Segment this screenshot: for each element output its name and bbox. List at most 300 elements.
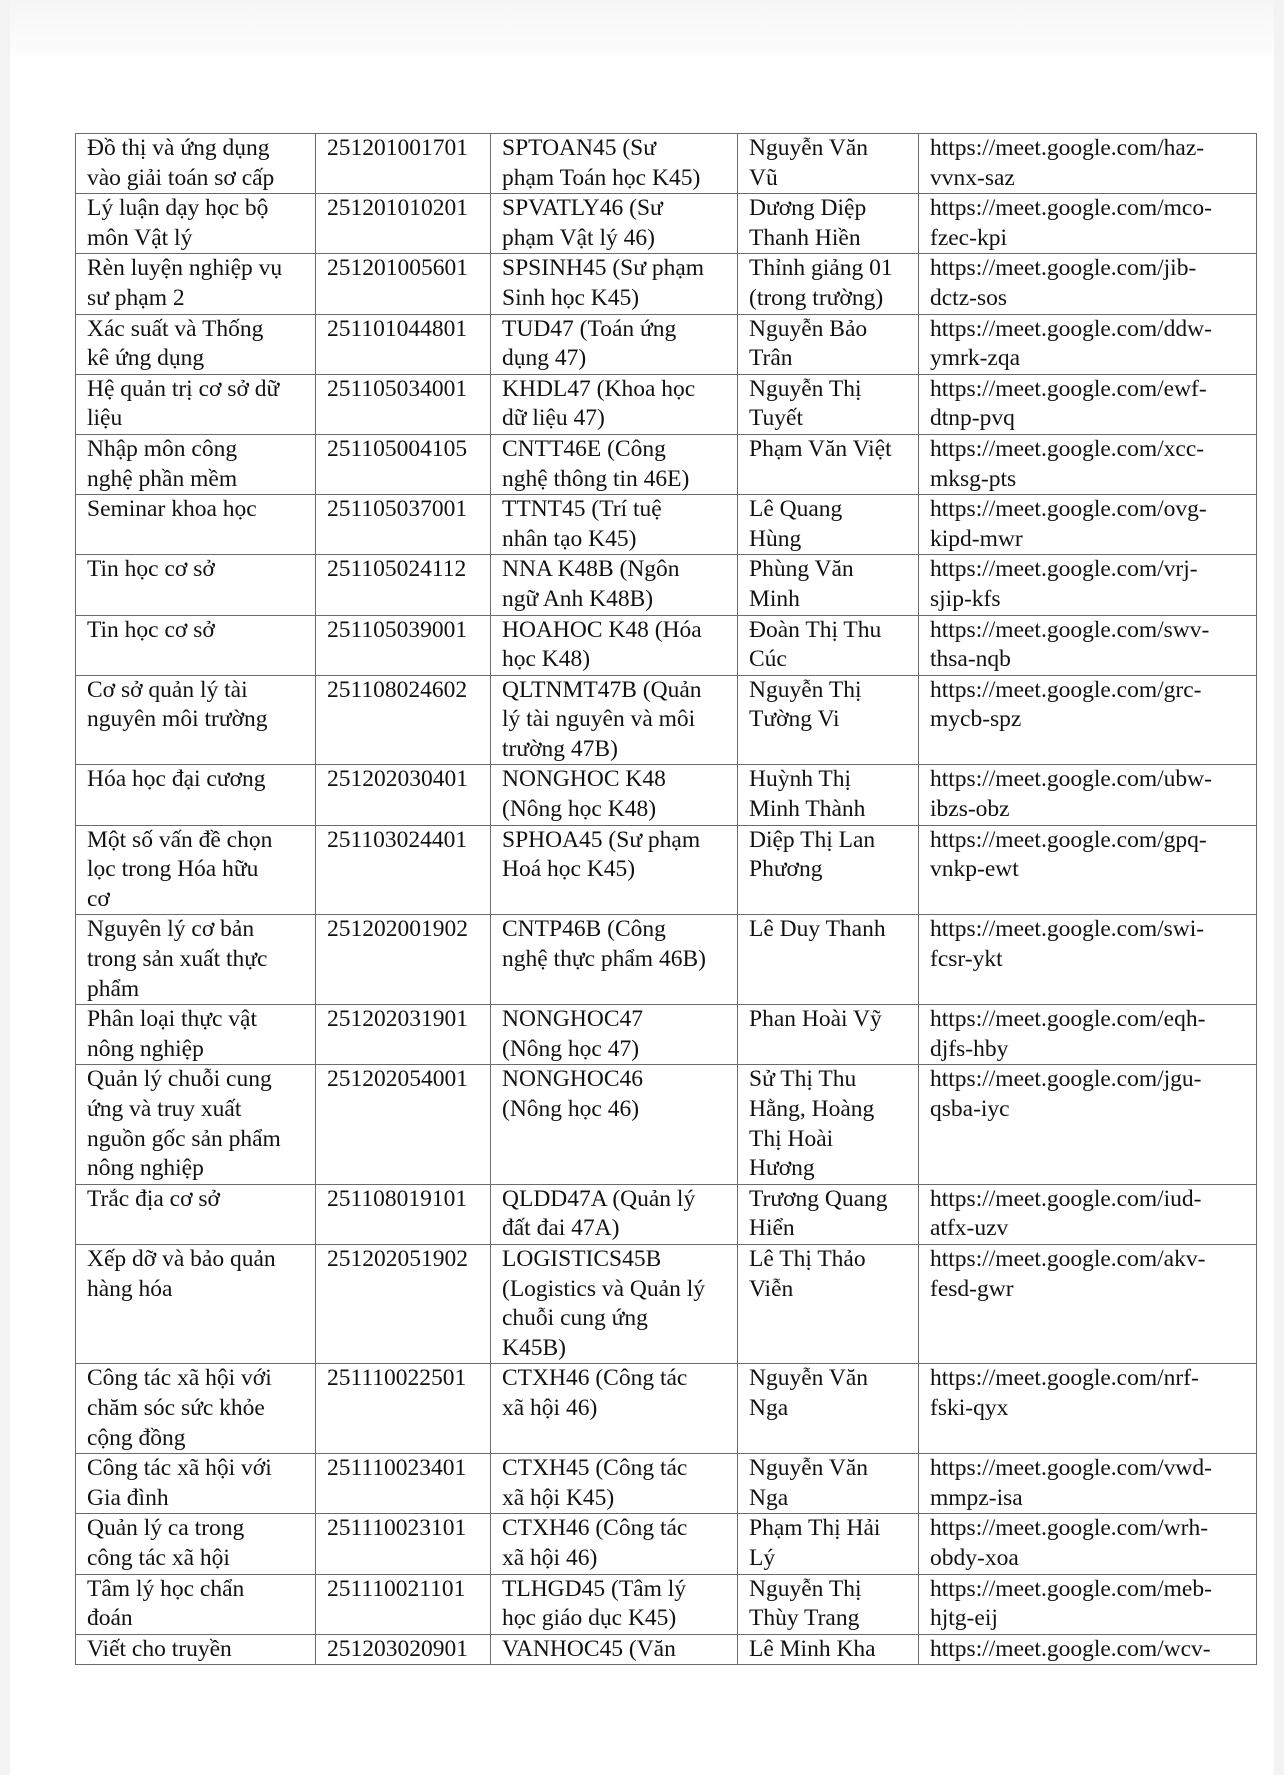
course-name-cell <box>76 1574 316 1634</box>
course-code-cell <box>316 254 491 314</box>
lecturer-cell <box>738 134 919 194</box>
meet-link-text[interactable]: https://meet.google.com/wcv- <box>930 1635 1211 1662</box>
meet-link-text[interactable]: https://meet.google.com/ubw- <box>930 766 1212 793</box>
course-name-cell <box>76 675 316 765</box>
course-name-cell <box>76 434 316 494</box>
meet-link-text[interactable]: https://meet.google.com/vwd- <box>930 1455 1212 1482</box>
lecturer-line: Nguyễn Thị <box>749 676 862 703</box>
course-name-cell <box>76 1364 316 1454</box>
meet-link-cell[interactable] <box>919 495 1257 555</box>
table-row <box>76 495 1257 555</box>
course-name-line: trong sản xuất thực <box>87 946 268 973</box>
course-code-cell <box>316 1184 491 1244</box>
class-group-line: nghệ thông tin 46E) <box>502 465 690 492</box>
lecturer-line: Lê Duy Thanh <box>749 916 886 943</box>
table-row <box>76 254 1257 314</box>
lecturer-cell <box>738 675 919 765</box>
course-code-cell <box>316 495 491 555</box>
course-code-cell <box>316 555 491 615</box>
course-name-cell <box>76 1454 316 1514</box>
course-name-line: nghệ phần mềm <box>87 465 238 492</box>
class-group-cell <box>491 1514 738 1574</box>
meet-link-text[interactable]: sjip-kfs <box>930 585 1001 612</box>
meet-link-text[interactable]: https://meet.google.com/eqh- <box>930 1006 1206 1033</box>
course-name-line: Seminar khoa học <box>87 496 257 523</box>
class-group-line: ngữ Anh K48B) <box>502 585 654 612</box>
schedule-table-body <box>76 134 1257 1665</box>
table-row <box>76 1005 1257 1065</box>
course-name-line: đoán <box>87 1605 133 1632</box>
class-group-line: xã hội 46) <box>502 1394 598 1421</box>
meet-link-text[interactable]: mksg-pts <box>930 465 1017 492</box>
lecturer-line: Hương <box>749 1155 815 1182</box>
course-name-line: Tin học cơ sở <box>87 616 215 643</box>
meet-link-text[interactable]: fesd-gwr <box>930 1275 1014 1302</box>
meet-link-text[interactable]: djfs-hby <box>930 1035 1009 1062</box>
class-group-line: phạm Toán học K45) <box>502 164 701 191</box>
schedule-table <box>75 133 1257 1665</box>
meet-link-text[interactable]: https://meet.google.com/swi- <box>930 916 1205 943</box>
class-group-cell <box>491 495 738 555</box>
meet-link-cell[interactable] <box>919 434 1257 494</box>
course-name-line: công tác xã hội <box>87 1544 230 1571</box>
meet-link-cell[interactable] <box>919 765 1257 825</box>
lecturer-line: Thỉnh giảng 01 <box>749 255 893 282</box>
class-group-cell <box>491 1184 738 1244</box>
course-name-line: chăm sóc sức khỏe <box>87 1394 265 1421</box>
class-group-cell <box>491 555 738 615</box>
course-code-cell <box>316 1514 491 1574</box>
table-row <box>76 1184 1257 1244</box>
meet-link-text[interactable]: fcsr-ykt <box>930 946 1003 973</box>
meet-link-text[interactable]: https://meet.google.com/grc- <box>930 676 1202 703</box>
course-name-line: lọc trong Hóa hữu <box>87 856 259 883</box>
class-group-line: học K48) <box>502 646 591 673</box>
meet-link-cell[interactable] <box>919 555 1257 615</box>
meet-link-cell[interactable] <box>919 1634 1257 1665</box>
class-group-line: SPTOAN45 (Sư <box>502 135 656 161</box>
class-group-line: SPSINH45 (Sư phạm <box>502 255 705 282</box>
class-group-line: Sinh học K45) <box>502 284 640 311</box>
course-name-line: môn Vật lý <box>87 224 193 251</box>
class-group-cell <box>491 1005 738 1065</box>
lecturer-cell <box>738 1634 919 1665</box>
course-name-line: Viết cho truyền <box>87 1635 232 1662</box>
class-group-line: CTXH46 (Công tác <box>502 1365 688 1392</box>
lecturer-line: Nguyễn Văn <box>749 1365 869 1392</box>
lecturer-line: Lê Minh Kha <box>749 1635 876 1662</box>
course-code-cell <box>316 915 491 1005</box>
meet-link-cell[interactable] <box>919 825 1257 915</box>
lecturer-line: Hằng, Hoàng <box>749 1096 875 1122</box>
course-name-line: sư phạm 2 <box>87 284 185 311</box>
course-code-cell <box>316 1065 491 1184</box>
lecturer-cell <box>738 314 919 374</box>
course-name-cell <box>76 194 316 254</box>
class-group-line: QLDD47A (Quản lý <box>502 1185 696 1212</box>
class-group-line: xã hội 46) <box>502 1544 598 1571</box>
meet-link-cell[interactable] <box>919 1244 1257 1363</box>
class-group-line: HOAHOC K48 (Hóa <box>502 616 702 643</box>
meet-link-text[interactable]: vvnx-saz <box>930 164 1015 191</box>
lecturer-line: Trương Quang <box>749 1185 888 1212</box>
class-group-line: (Nông học 47) <box>502 1035 640 1062</box>
course-name-cell <box>76 1065 316 1184</box>
lecturer-line: Phạm Văn Việt <box>749 435 892 462</box>
course-name-line: Tâm lý học chẩn <box>87 1575 245 1602</box>
class-group-line: nghệ thực phẩm 46B) <box>502 946 706 973</box>
meet-link-cell[interactable] <box>919 1454 1257 1514</box>
meet-link-text[interactable]: https://meet.google.com/meb- <box>930 1575 1212 1602</box>
meet-link-text[interactable]: https://meet.google.com/jgu- <box>930 1066 1202 1093</box>
class-group-cell <box>491 1244 738 1363</box>
lecturer-line: Sử Thị Thu <box>749 1066 857 1093</box>
class-group-line: dữ liệu 47) <box>502 405 605 432</box>
lecturer-line: Lê Quang <box>749 496 843 523</box>
course-name-line: Công tác xã hội với <box>87 1365 272 1392</box>
meet-link-cell[interactable] <box>919 194 1257 254</box>
lecturer-cell <box>738 495 919 555</box>
lecturer-line: Nga <box>749 1484 789 1511</box>
course-code-cell <box>316 1634 491 1665</box>
lecturer-line: Nguyễn Văn <box>749 135 869 161</box>
lecturer-cell <box>738 1454 919 1514</box>
lecturer-cell <box>738 434 919 494</box>
lecturer-line: Tuyết <box>749 405 803 432</box>
meet-link-text[interactable]: qsba-iyc <box>930 1096 1010 1122</box>
course-code-text: 251202030401 <box>327 766 468 793</box>
course-code-cell <box>316 675 491 765</box>
course-code-text: 251202054001 <box>327 1066 468 1093</box>
course-code-text: 251110021101 <box>327 1575 466 1602</box>
course-name-line: Xác suất và Thống <box>87 315 264 342</box>
class-group-cell <box>491 314 738 374</box>
meet-link-cell[interactable] <box>919 374 1257 434</box>
class-group-line: phạm Vật lý 46) <box>502 224 655 251</box>
table-row <box>76 374 1257 434</box>
lecturer-cell <box>738 1065 919 1184</box>
course-name-line: Đồ thị và ứng dụng <box>87 135 270 161</box>
class-group-line: trường 47B) <box>502 735 618 762</box>
course-name-cell <box>76 1244 316 1363</box>
course-code-text: 251108019101 <box>327 1185 468 1212</box>
course-code-text: 251105024112 <box>327 556 467 583</box>
course-name-line: ứng và truy xuất <box>87 1096 242 1122</box>
course-name-line: liệu <box>87 405 123 432</box>
course-code-text: 251103024401 <box>327 826 468 853</box>
meet-link-text[interactable]: https://meet.google.com/mco- <box>930 195 1212 222</box>
class-group-line: QLTNMT47B (Quản <box>502 676 702 703</box>
course-name-cell <box>76 1005 316 1065</box>
course-code-cell <box>316 1574 491 1634</box>
course-code-text: 251202001902 <box>327 916 468 943</box>
course-name-line: nguyên môi trường <box>87 706 268 733</box>
class-group-line: TUD47 (Toán ứng <box>502 315 677 342</box>
class-group-line: NONGHOC47 <box>502 1006 643 1033</box>
lecturer-line: Nguyễn Bảo <box>749 315 868 342</box>
course-name-cell <box>76 1514 316 1574</box>
lecturer-cell <box>738 1364 919 1454</box>
meet-link-text[interactable]: dtnp-pvq <box>930 405 1015 432</box>
class-group-line: dụng 47) <box>502 345 587 372</box>
course-name-line: cộng đồng <box>87 1424 186 1451</box>
lecturer-line: Hiển <box>749 1215 795 1242</box>
meet-link-text[interactable]: https://meet.google.com/ovg- <box>930 496 1207 523</box>
course-name-cell <box>76 615 316 675</box>
table-row <box>76 765 1257 825</box>
table-row <box>76 134 1257 194</box>
lecturer-line: Hùng <box>749 525 802 552</box>
class-group-line: LOGISTICS45B <box>502 1245 662 1272</box>
meet-link-text[interactable]: https://meet.google.com/akv- <box>930 1245 1206 1272</box>
course-name-line: Rèn luyện nghiệp vụ <box>87 255 283 282</box>
meet-link-text[interactable]: ymrk-zqa <box>930 345 1021 372</box>
lecturer-line: Phương <box>749 856 823 883</box>
table-row <box>76 1065 1257 1184</box>
course-code-cell <box>316 1005 491 1065</box>
table-row <box>76 314 1257 374</box>
lecturer-line: Lê Thị Thảo <box>749 1245 866 1272</box>
course-name-line: nguồn gốc sản phẩm <box>87 1125 281 1152</box>
course-code-text: 251101044801 <box>327 315 468 342</box>
lecturer-cell <box>738 374 919 434</box>
meet-link-text[interactable]: https://meet.google.com/haz- <box>930 135 1205 161</box>
lecturer-line: Minh <box>749 585 800 612</box>
course-code-cell <box>316 825 491 915</box>
class-group-cell <box>491 675 738 765</box>
course-name-line: Quản lý chuỗi cung <box>87 1066 272 1093</box>
meet-link-text[interactable]: https://meet.google.com/ddw- <box>930 315 1212 342</box>
meet-link-cell[interactable] <box>919 915 1257 1005</box>
class-group-cell <box>491 765 738 825</box>
course-code-cell <box>316 134 491 194</box>
lecturer-cell <box>738 1184 919 1244</box>
lecturer-line: Dương Diệp <box>749 195 867 222</box>
class-group-cell <box>491 134 738 194</box>
class-group-cell <box>491 374 738 434</box>
table-row <box>76 1514 1257 1574</box>
course-name-line: Trắc địa cơ sở <box>87 1185 220 1212</box>
class-group-line: đất đai 47A) <box>502 1215 620 1242</box>
meet-link-cell[interactable] <box>919 1065 1257 1184</box>
meet-link-text[interactable]: https://meet.google.com/jib- <box>930 255 1197 282</box>
lecturer-line: Đoàn Thị Thu <box>749 616 882 643</box>
course-name-cell <box>76 765 316 825</box>
lecturer-line: Phạm Thị Hải <box>749 1515 881 1542</box>
course-code-cell <box>316 1244 491 1363</box>
course-code-cell <box>316 765 491 825</box>
meet-link-cell[interactable] <box>919 134 1257 194</box>
class-group-line: (Nông học 46) <box>502 1096 640 1122</box>
class-group-line: TTNT45 (Trí tuệ <box>502 496 662 523</box>
meet-link-text[interactable]: mycb-spz <box>930 706 1022 733</box>
lecturer-line: Huỳnh Thị <box>749 766 852 793</box>
course-code-cell <box>316 434 491 494</box>
course-name-line: vào giải toán sơ cấp <box>87 164 275 191</box>
course-name-line: Cơ sở quản lý tài <box>87 676 248 703</box>
document-page <box>10 0 1274 1775</box>
course-code-text: 251110022501 <box>327 1365 467 1392</box>
meet-link-text[interactable]: mmpz-isa <box>930 1484 1023 1511</box>
lecturer-cell <box>738 765 919 825</box>
class-group-cell <box>491 1634 738 1665</box>
table-row <box>76 1634 1257 1665</box>
lecturer-line: Phùng Văn <box>749 556 854 583</box>
course-name-cell <box>76 1634 316 1665</box>
lecturer-line: Lý <box>749 1544 776 1571</box>
meet-link-text[interactable]: https://meet.google.com/swv- <box>930 616 1210 643</box>
lecturer-line: Tường Vi <box>749 706 840 733</box>
course-name-line: Hệ quản trị cơ sở dữ <box>87 375 280 402</box>
class-group-cell <box>491 615 738 675</box>
meet-link-cell[interactable] <box>919 1364 1257 1454</box>
class-group-cell <box>491 825 738 915</box>
course-name-cell <box>76 915 316 1005</box>
course-name-line: Lý luận dạy học bộ <box>87 195 269 222</box>
meet-link-text[interactable]: hjtg-eij <box>930 1605 998 1632</box>
class-group-line: (Nông học K48) <box>502 796 657 823</box>
meet-link-text[interactable]: kipd-mwr <box>930 525 1023 552</box>
meet-link-text[interactable]: https://meet.google.com/wrh- <box>930 1515 1209 1542</box>
class-group-line: KHDL47 (Khoa học <box>502 375 696 402</box>
class-group-line: VANHOC45 (Văn <box>502 1635 676 1662</box>
course-code-text: 251105004105 <box>327 435 468 462</box>
course-name-line: Nhập môn công <box>87 435 238 462</box>
class-group-line: NONGHOC46 <box>502 1066 643 1093</box>
course-name-line: Phân loại thực vật <box>87 1006 258 1033</box>
meet-link-text[interactable]: https://meet.google.com/iud- <box>930 1185 1202 1212</box>
class-group-cell <box>491 1574 738 1634</box>
lecturer-line: Thị Hoài <box>749 1125 834 1152</box>
table-row <box>76 1574 1257 1634</box>
meet-link-cell[interactable] <box>919 1574 1257 1634</box>
lecturer-line: Nguyễn Thị <box>749 375 862 402</box>
course-name-line: Tin học cơ sở <box>87 556 215 583</box>
lecturer-line: Trân <box>749 345 793 372</box>
meet-link-cell[interactable] <box>919 1514 1257 1574</box>
course-code-cell <box>316 1364 491 1454</box>
meet-link-text[interactable]: fzec-kpi <box>930 224 1007 251</box>
course-name-line: cơ <box>87 885 110 912</box>
lecturer-line: Phan Hoài Vỹ <box>749 1006 882 1033</box>
lecturer-cell <box>738 825 919 915</box>
meet-link-text[interactable]: https://meet.google.com/ewf- <box>930 375 1207 402</box>
class-group-cell <box>491 434 738 494</box>
lecturer-cell <box>738 615 919 675</box>
course-code-text: 251202031901 <box>327 1006 468 1033</box>
lecturer-cell <box>738 1005 919 1065</box>
class-group-line: lý tài nguyên và môi <box>502 706 696 733</box>
course-code-text: 251201005601 <box>327 255 468 282</box>
meet-link-text[interactable]: thsa-nqb <box>930 646 1011 673</box>
course-name-line: kê ứng dụng <box>87 345 205 372</box>
course-name-line: Gia đình <box>87 1484 169 1511</box>
meet-link-text[interactable]: https://meet.google.com/nrf- <box>930 1365 1199 1392</box>
course-name-cell <box>76 825 316 915</box>
class-group-line: học giáo dục K45) <box>502 1605 677 1632</box>
lecturer-line: Thanh Hiền <box>749 224 861 251</box>
meet-link-text[interactable]: https://meet.google.com/xcc- <box>930 435 1205 462</box>
lecturer-line: Cúc <box>749 646 787 673</box>
course-code-cell <box>316 374 491 434</box>
course-name-cell <box>76 374 316 434</box>
class-group-line: SPVATLY46 (Sư <box>502 195 663 222</box>
course-name-line: Hóa học đại cương <box>87 766 266 793</box>
meet-link-text[interactable]: https://meet.google.com/gpq- <box>930 826 1207 853</box>
table-row <box>76 1244 1257 1363</box>
course-code-cell <box>316 615 491 675</box>
lecturer-line: (trong trường) <box>749 284 884 311</box>
course-name-cell <box>76 495 316 555</box>
class-group-line: CTXH46 (Công tác <box>502 1515 688 1542</box>
meet-link-cell[interactable] <box>919 1184 1257 1244</box>
meet-link-text[interactable]: dctz-sos <box>930 284 1008 311</box>
table-row <box>76 1454 1257 1514</box>
course-name-cell <box>76 254 316 314</box>
class-group-line: nhân tạo K45) <box>502 525 637 552</box>
course-name-line: phẩm <box>87 975 140 1002</box>
class-group-line: chuỗi cung ứng <box>502 1305 648 1332</box>
meet-link-text[interactable]: ibzs-obz <box>930 796 1010 823</box>
class-group-cell <box>491 194 738 254</box>
class-group-line: CNTT46E (Công <box>502 435 666 462</box>
meet-link-text[interactable]: atfx-uzv <box>930 1215 1009 1242</box>
table-row <box>76 1364 1257 1454</box>
table-row <box>76 915 1257 1005</box>
course-code-text: 251201001701 <box>327 135 468 161</box>
table-row <box>76 675 1257 765</box>
course-code-text: 251105034001 <box>327 375 468 402</box>
class-group-cell <box>491 1364 738 1454</box>
meet-link-cell[interactable] <box>919 675 1257 765</box>
meet-link-cell[interactable] <box>919 1005 1257 1065</box>
meet-link-cell[interactable] <box>919 254 1257 314</box>
course-code-text: 251110023401 <box>327 1455 467 1482</box>
meet-link-text[interactable]: fski-qyx <box>930 1394 1009 1421</box>
lecturer-cell <box>738 1244 919 1363</box>
lecturer-line: Diệp Thị Lan <box>749 826 876 853</box>
course-code-text: 251105039001 <box>327 616 468 643</box>
class-group-cell <box>491 1065 738 1184</box>
meet-link-cell[interactable] <box>919 314 1257 374</box>
course-name-line: Nguyên lý cơ bản <box>87 916 255 943</box>
course-code-text: 251105037001 <box>327 496 468 523</box>
lecturer-line: Viễn <box>749 1275 794 1302</box>
meet-link-text[interactable]: vnkp-ewt <box>930 856 1019 883</box>
lecturer-cell <box>738 194 919 254</box>
course-name-line: Công tác xã hội với <box>87 1455 272 1482</box>
course-name-cell <box>76 314 316 374</box>
class-group-line: SPHOA45 (Sư phạm <box>502 826 701 853</box>
table-row <box>76 825 1257 915</box>
lecturer-line: Nguyễn Văn <box>749 1455 869 1482</box>
lecturer-line: Minh Thành <box>749 796 866 823</box>
lecturer-cell <box>738 254 919 314</box>
class-group-cell <box>491 254 738 314</box>
class-group-line: TLHGD45 (Tâm lý <box>502 1575 687 1602</box>
meet-link-text[interactable]: https://meet.google.com/vrj- <box>930 556 1198 583</box>
course-name-line: Một số vấn đề chọn <box>87 826 273 853</box>
class-group-line: CTXH45 (Công tác <box>502 1455 688 1482</box>
meet-link-text[interactable]: obdy-xoa <box>930 1544 1019 1571</box>
course-name-cell <box>76 555 316 615</box>
class-group-cell <box>491 1454 738 1514</box>
table-row <box>76 615 1257 675</box>
meet-link-cell[interactable] <box>919 615 1257 675</box>
lecturer-cell <box>738 1514 919 1574</box>
course-code-text: 251108024602 <box>327 676 468 703</box>
page-top-shade <box>10 0 1274 70</box>
